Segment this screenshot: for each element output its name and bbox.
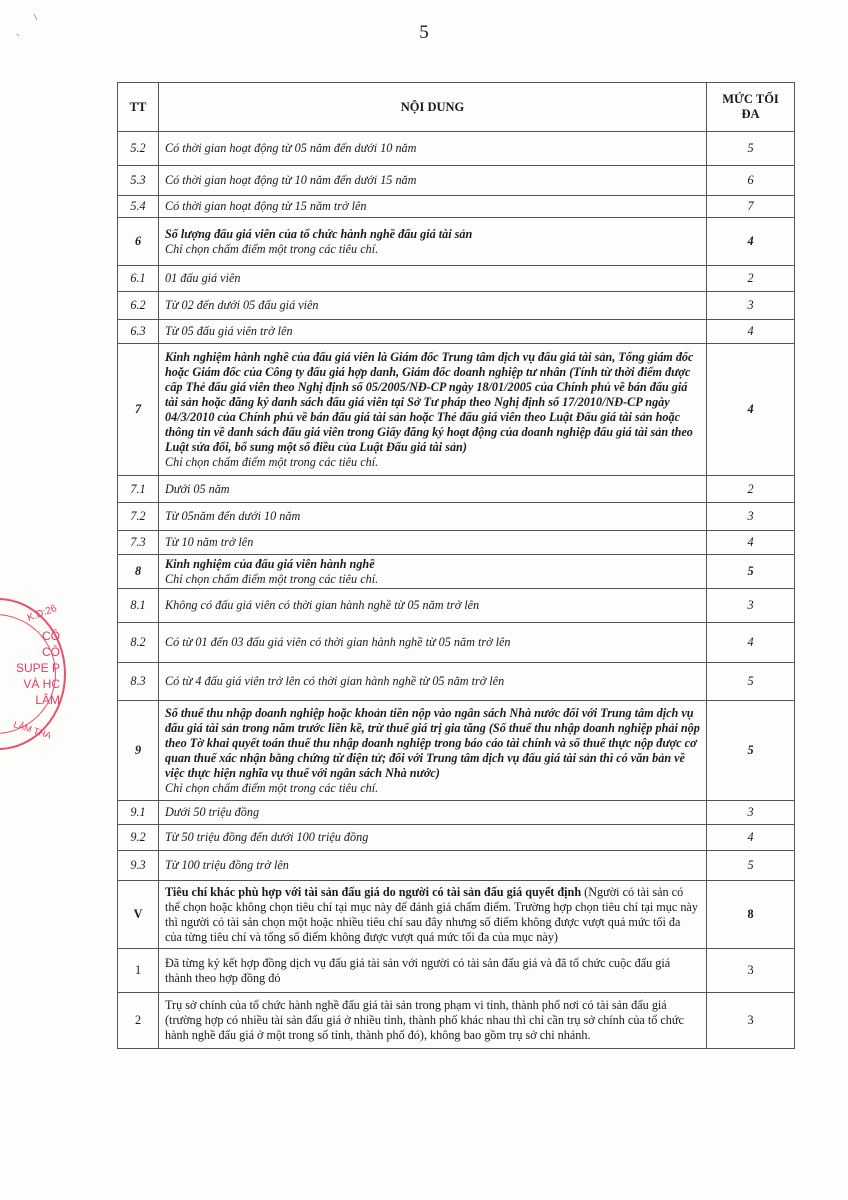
row-number: 8.2 bbox=[118, 623, 159, 663]
criterion-title: Kinh nghiệm hành nghề của đấu giá viên là Giám đốc Trung tâm dịch vụ đấu giá tài sản, Tổng giám đốc hoặc Giám đốc của Công ty đấu giá hợp danh, Giám đốc doanh nghiệp tư nhân (Tính từ thời điểm được cấp Thẻ đấu giá viên theo Nghị định số 05/2005/NĐ-CP ngày 18/01/2005 của Chính phủ về bán đấu giá tài sản hoặc đăng ký danh sách đấu giá viên tại Sở Tư pháp theo Nghị định số 17/2010/NĐ-CP ngày 04/3/2010 của Chính phủ về bán đấu giá tài sản hoặc Thẻ đấu giá viên theo Luật Đấu giá tài sản hoặc thông tin về danh sách đấu giá viên trong Giấy đăng ký hoạt động của doanh nghiệp đấu giá tài sản theo Luật sửa đổi, bổ sung một số điều của Luật Đấu giá tài sản) bbox=[165, 349, 694, 454]
max-score: 4 bbox=[707, 825, 795, 851]
table-row bbox=[118, 881, 795, 949]
stamp-text bbox=[16, 628, 60, 708]
scoring-criteria-table bbox=[117, 82, 795, 1049]
criterion-title: Số thuế thu nhập doanh nghiệp hoặc khoản tiền nộp vào ngân sách Nhà nước đối với Trung tâm dịch vụ đấu giá tài sản trong năm trước liền kề, trừ thuế giá trị gia tăng (Số thuế thu nhập doanh nghiệp phải nộp theo Tờ khai quyết toán thuế thu nhập doanh nghiệp trong báo cáo tài chính và số thuế thực nộp được cơ quan thuế xác nhận bằng chứng từ điện tử; đối với Trung tâm dịch vụ đấu giá tài sản thì có văn bản về việc thực hiện nghĩa vụ thuế với ngân sách Nhà nước) bbox=[165, 705, 700, 780]
max-score: 3 bbox=[707, 503, 795, 531]
stamp-line: SUPE P bbox=[15, 661, 60, 675]
row-number: 8.3 bbox=[118, 663, 159, 701]
table-row bbox=[118, 344, 795, 476]
table-row bbox=[118, 663, 795, 701]
table-row bbox=[118, 949, 795, 993]
company-stamp bbox=[0, 598, 66, 750]
criterion-note: Chỉ chọn chấm điểm một trong các tiêu chí. bbox=[165, 571, 379, 586]
row-number: 5.3 bbox=[118, 166, 159, 196]
max-score: 4 bbox=[707, 320, 795, 344]
max-score: 5 bbox=[707, 701, 795, 801]
max-score: 3 bbox=[707, 801, 795, 825]
stamp-line: VÀ HC bbox=[23, 677, 60, 691]
row-content: 01 đấu giá viên bbox=[159, 266, 707, 292]
max-score: 4 bbox=[707, 218, 795, 266]
row-content bbox=[159, 555, 707, 589]
max-score: 7 bbox=[707, 196, 795, 218]
max-score: 5 bbox=[707, 555, 795, 589]
max-score: 5 bbox=[707, 851, 795, 881]
row-number: 6.1 bbox=[118, 266, 159, 292]
row-content: Từ 50 triệu đồng đến dưới 100 triệu đồng bbox=[159, 825, 707, 851]
criterion-title: Kinh nghiệm của đấu giá viên hành nghề bbox=[165, 556, 375, 571]
row-number: 9 bbox=[118, 701, 159, 801]
max-score: 6 bbox=[707, 166, 795, 196]
stamp-line: LÂM bbox=[35, 693, 60, 707]
row-content: Từ 02 đến dưới 05 đấu giá viên bbox=[159, 292, 707, 320]
row-content: Đã từng ký kết hợp đồng dịch vụ đấu giá tài sản với người có tài sản đấu giá và đã tổ chức cuộc đấu giá thành theo hợp đồng đó bbox=[159, 949, 707, 993]
max-score: 3 bbox=[707, 589, 795, 623]
table-row bbox=[118, 589, 795, 623]
row-content: Không có đấu giá viên có thời gian hành nghề từ 05 năm trở lên bbox=[159, 589, 707, 623]
row-number: 8.1 bbox=[118, 589, 159, 623]
stamp-code: K.D:26 bbox=[26, 603, 59, 624]
row-number: 7.3 bbox=[118, 531, 159, 555]
row-content bbox=[159, 881, 707, 949]
row-number: 1 bbox=[118, 949, 159, 993]
row-content: Trụ sở chính của tổ chức hành nghề đấu giá tài sản trong phạm vi tỉnh, thành phố nơi có tài sản đấu giá (trường hợp có nhiều tài sản đấu giá ở nhiều tỉnh, thành phố khác nhau thì chỉ cần trụ sở chính của tổ chức hành nghề đấu giá ở một trong số tỉnh, thành phố đó), không bao gồm trụ sở chi nhánh. bbox=[159, 993, 707, 1049]
row-number: 6 bbox=[118, 218, 159, 266]
table-row bbox=[118, 196, 795, 218]
max-score: 5 bbox=[707, 132, 795, 166]
max-score: 4 bbox=[707, 531, 795, 555]
row-number: 7.1 bbox=[118, 476, 159, 503]
row-content: Có từ 01 đến 03 đấu giá viên có thời gian hành nghề từ 05 năm trở lên bbox=[159, 623, 707, 663]
max-score: 2 bbox=[707, 266, 795, 292]
table-row bbox=[118, 801, 795, 825]
header-content: NỘI DUNG bbox=[159, 83, 707, 132]
row-number: 7 bbox=[118, 344, 159, 476]
row-content: Có thời gian hoạt động từ 10 năm đến dưới 15 năm bbox=[159, 166, 707, 196]
row-number: 9.2 bbox=[118, 825, 159, 851]
row-number: 2 bbox=[118, 993, 159, 1049]
row-number: 7.2 bbox=[118, 503, 159, 531]
table-row bbox=[118, 555, 795, 589]
criterion-title: Tiêu chí khác phù hợp với tài sản đấu giá do người có tài sản đấu giá quyết định bbox=[165, 884, 582, 899]
max-score: 3 bbox=[707, 949, 795, 993]
row-content: Từ 10 năm trở lên bbox=[159, 531, 707, 555]
header-tt: TT bbox=[118, 83, 159, 132]
table-row bbox=[118, 266, 795, 292]
table-row bbox=[118, 701, 795, 801]
max-score: 4 bbox=[707, 623, 795, 663]
max-score: 3 bbox=[707, 993, 795, 1049]
row-number: 5.4 bbox=[118, 196, 159, 218]
table-row bbox=[118, 476, 795, 503]
row-content: Có từ 4 đấu giá viên trở lên có thời gian hành nghề từ 05 năm trở lên bbox=[159, 663, 707, 701]
row-content bbox=[159, 344, 707, 476]
row-content: Từ 05 đấu giá viên trở lên bbox=[159, 320, 707, 344]
table-row bbox=[118, 166, 795, 196]
max-score: 2 bbox=[707, 476, 795, 503]
max-score: 4 bbox=[707, 344, 795, 476]
table-row bbox=[118, 503, 795, 531]
table-row bbox=[118, 292, 795, 320]
table-row bbox=[118, 993, 795, 1049]
row-content: Từ 05năm đến dưới 10 năm bbox=[159, 503, 707, 531]
stamp-line: CÔ bbox=[42, 645, 60, 659]
row-number: 6.3 bbox=[118, 320, 159, 344]
table-row bbox=[118, 825, 795, 851]
max-score: 3 bbox=[707, 292, 795, 320]
stamp-line: CÔ bbox=[42, 629, 60, 643]
criterion-note: Chỉ chọn chấm điểm một trong các tiêu chí. bbox=[165, 454, 379, 469]
row-content: Dưới 50 triệu đồng bbox=[159, 801, 707, 825]
criterion-note: Chỉ chọn chấm điểm một trong các tiêu chí. bbox=[165, 780, 379, 795]
max-score: 8 bbox=[707, 881, 795, 949]
row-number: 9.3 bbox=[118, 851, 159, 881]
row-content: Dưới 05 năm bbox=[159, 476, 707, 503]
row-content: Từ 100 triệu đồng trở lên bbox=[159, 851, 707, 881]
table-row bbox=[118, 623, 795, 663]
row-number: 9.1 bbox=[118, 801, 159, 825]
row-content bbox=[159, 218, 707, 266]
row-number: 5.2 bbox=[118, 132, 159, 166]
page-number: 5 bbox=[419, 22, 429, 43]
table-row bbox=[118, 218, 795, 266]
row-number: 6.2 bbox=[118, 292, 159, 320]
row-content: Có thời gian hoạt động từ 15 năm trở lên bbox=[159, 196, 707, 218]
max-score: 5 bbox=[707, 663, 795, 701]
criterion-note: Chỉ chọn chấm điểm một trong các tiêu chí. bbox=[165, 241, 379, 256]
row-number: V bbox=[118, 881, 159, 949]
table-row bbox=[118, 132, 795, 166]
table-row bbox=[118, 851, 795, 881]
stamp-bottom-text: LÂM THA bbox=[12, 719, 53, 741]
row-number: 8 bbox=[118, 555, 159, 589]
table-header-row bbox=[118, 83, 795, 132]
row-content: Có thời gian hoạt động từ 05 năm đến dưới 10 năm bbox=[159, 132, 707, 166]
table-row bbox=[118, 320, 795, 344]
criterion-title: Số lượng đấu giá viên của tổ chức hành nghề đấu giá tài sản bbox=[165, 226, 473, 241]
criterion-note: (Người có tài sản có thể chọn hoặc không chọn tiêu chí tại mục này để đánh giá chấm điểm. Trường hợp chọn tiêu chí tại mục này thì người có tài sản chọn một hoặc nhiều tiêu chí sau đây nhưng số điểm không được vượt quá mức tối đa của từng tiêu chí và tổng số điểm không được vượt quá mức tối đa của mục này) bbox=[165, 884, 698, 944]
header-max-score: MỨC TỐI ĐA bbox=[707, 83, 795, 132]
row-content bbox=[159, 701, 707, 801]
table-row bbox=[118, 531, 795, 555]
